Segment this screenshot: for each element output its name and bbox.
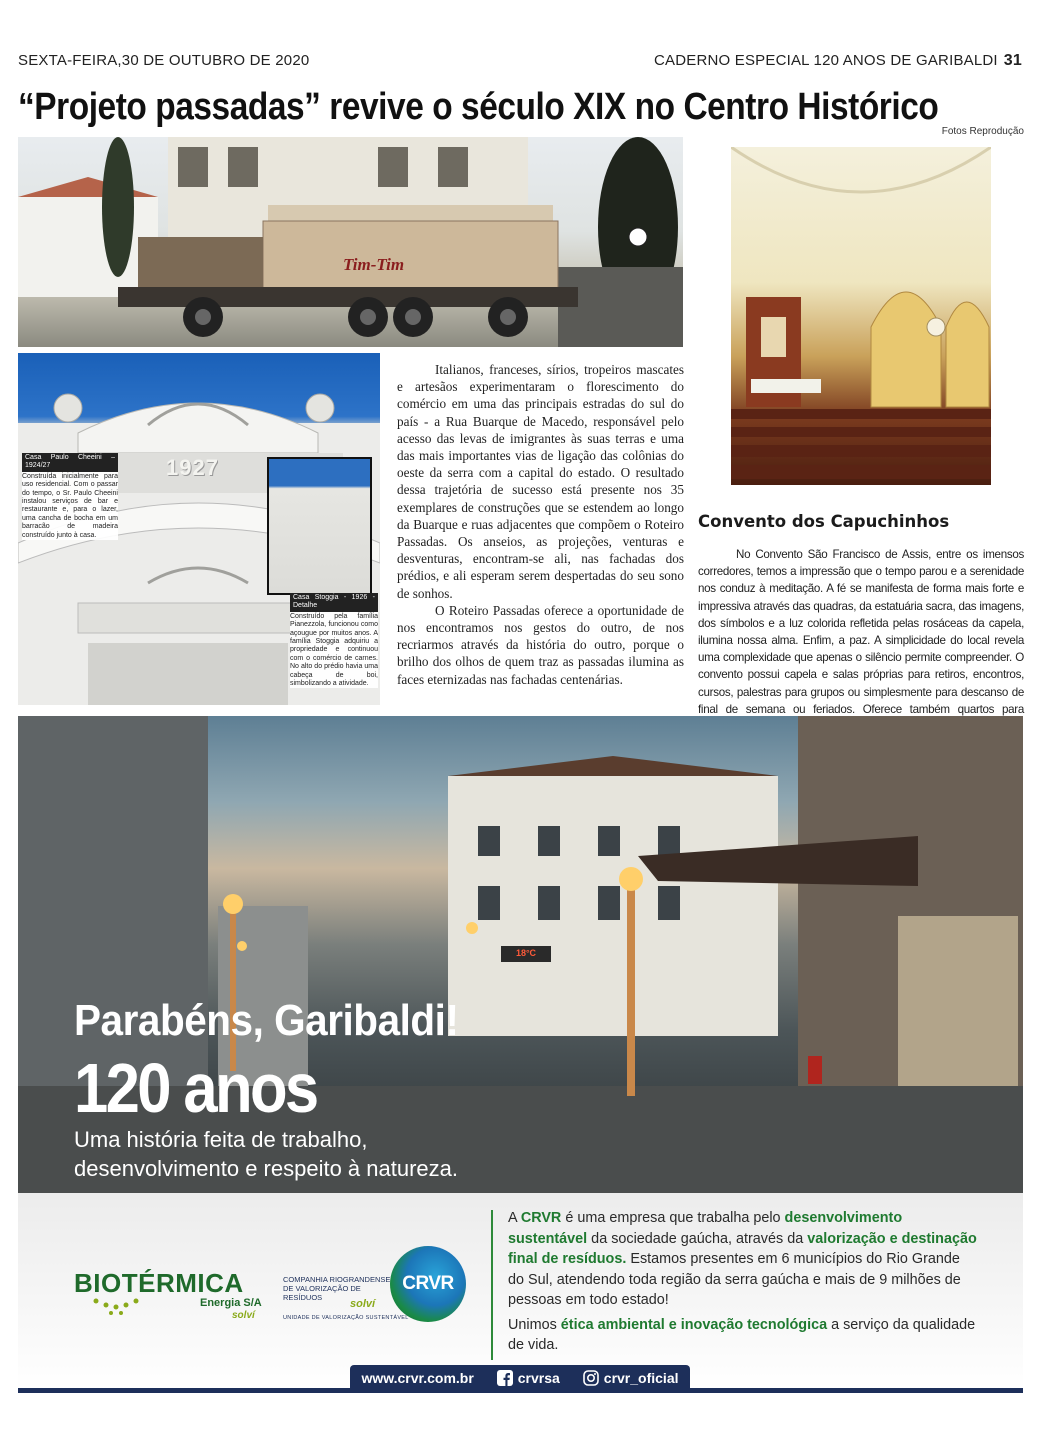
instagram-icon <box>583 1370 599 1386</box>
caption-stoggia-text: Construído pela família Pianezzola, funcionou como açougue por muitos anos. A família Stoggia adquiriu a propriedade e continuou com o comércio de carnes. No alto do prédio havia uma cabeça de boi, simbolizando a atividade. <box>290 612 378 688</box>
caption-stoggia-title: Casa Stoggia - 1926 - Detalhe <box>290 593 378 612</box>
facebook-handle: crvrsa <box>517 1370 560 1386</box>
sponsor-divider <box>491 1210 493 1360</box>
section-name: CADERNO ESPECIAL 120 ANOS DE GARIBALDI <box>653 52 998 69</box>
biotermica-subtitle: Energia S/A <box>200 1297 262 1309</box>
facade-year: 1927 <box>166 455 219 480</box>
page-number: 31 <box>1003 52 1022 69</box>
copy-highlight: ética ambiental e inovação tecnológica <box>560 1316 828 1333</box>
website-link[interactable]: www.crvr.com.br <box>361 1370 474 1386</box>
facebook-icon <box>497 1370 513 1386</box>
ad-years: 120 anos <box>74 1049 317 1127</box>
truck-sign: Tim-Tim <box>343 255 405 274</box>
crvr-logo-icon: CRVR <box>390 1246 466 1322</box>
crvr-company-name: COMPANHIA RIOGRANDENSE DE VALORIZAÇÃO DE RESÍDUOS <box>283 1275 391 1302</box>
photo-convento-interior <box>731 147 991 485</box>
copy-highlight: desenvolvimento sustentável <box>508 1210 903 1247</box>
crvr-ad-copy <box>508 1208 978 1360</box>
instagram-link[interactable] <box>583 1370 679 1386</box>
church-illustration <box>731 147 991 485</box>
crvr-solvi: solví <box>350 1298 376 1310</box>
biotermica-solvi: solví <box>232 1310 255 1321</box>
copy-text: A <box>508 1210 521 1226</box>
ad-title: Parabéns, Garibaldi! <box>74 996 459 1045</box>
convento-body <box>698 546 1024 735</box>
inset-photo-stoggia <box>267 457 372 595</box>
biotermica-logo-name: BIOTÉRMICA <box>74 1268 244 1298</box>
copy-text: a serviço da qualidade de vida. <box>508 1316 976 1353</box>
facebook-link[interactable] <box>497 1370 560 1386</box>
article-paragraph-1: Italianos, franceses, sírios, tropeiros mascates e artesãos experimentaram o florescimento do comércio em uma das principais estradas do sul do país - a Rua Buarque de Macedo, responsável pelo acesso das levas de imigrantes às suas terras e uma das mais importantes vias de ligação das colônias do oeste da serra com a capital do estado. O resultado dessa trajetória de sucesso está presente nos 35 exemplares de construções que se estendem ao longo da Buarque e ruas adjacentes que compõem o Roteiro Passadas. Os anseios, as projeções, venturas e desventuras, encontram-se ali, nas fachadas dos prédios, e ali esperam serem despertadas do seu sono de sonhos. <box>397 362 684 601</box>
caption-casa-cheeini <box>22 453 118 540</box>
street-thermometer: 18°C <box>515 948 537 958</box>
caption-cheeini-title: Casa Paulo Cheeini – 1924/27 <box>22 453 118 472</box>
ad-tagline-1: Uma história feita de trabalho, <box>74 1127 368 1152</box>
biotermica-dots-icon <box>90 1297 150 1317</box>
ad-tagline-2: desenvolvimento e respeito à natureza. <box>74 1156 459 1181</box>
convento-paragraph: No Convento São Francisco de Assis, entre os imensos corredores, temos a impressão que o tempo parou e a serenidade nos conduz à meditação. A fé se manifesta de forma mais forte e impressiva através das quadras, da estatuária sacra, das imagens, dos símbolos e a luz colorida refletida pelas rosáceas da capela, ilumina nossa alma. Enfim, a paz. A simplicidade do local revela uma complexidade que apenas o silêncio permite compreender. O convento possui capela e salas próprias para retiros, encontros, cursos, palestras para grupos ou simplesmente para descanso de final de semana ou feriados. Oferece também quartos para <box>698 548 1024 716</box>
photo-credit: Fotos Reprodução <box>941 126 1024 137</box>
copy-text: Estamos presentes em 6 municípios do Rio Grande do Sul, atendendo toda região da serra gaúcha e mais de 9 milhões de pessoas em todo estado! <box>508 1251 961 1308</box>
convento-title: Convento dos Capuchinhos <box>698 512 950 531</box>
copy-text: é uma empresa que trabalha pelo <box>561 1210 785 1226</box>
photo-tim-tim-truck <box>18 137 683 347</box>
copy-highlight: valorização e destinação final de resíduos. <box>508 1230 977 1267</box>
header-section <box>654 52 1022 70</box>
article-body <box>397 361 684 688</box>
article-paragraph-2: O Roteiro Passadas oferece a oportunidade de nos encontramos nos gestos do outro, de nos recriarmos através da história do outro, porque o brilho dos olhos de quem traz as passadas ilumina as faces eternizadas nas fachadas centenárias. <box>397 602 684 687</box>
crvr-copy-paragraph-2 <box>508 1315 978 1356</box>
caption-cheeini-text: Construída inicialmente para uso residencial. Com o passar do tempo, o Sr. Paulo Cheeini instalou serviços de bar e restaurante e, para o lazer, uma cancha de bocha em um barracão de madeira construído junto à casa. <box>22 472 118 539</box>
crvr-copy-paragraph-1 <box>508 1208 978 1311</box>
photo-facade-1927 <box>18 353 380 705</box>
copy-highlight: CRVR <box>520 1210 562 1226</box>
footer-rule <box>18 1388 1023 1393</box>
caption-casa-stoggia <box>290 593 378 688</box>
truck-illustration <box>18 137 683 347</box>
headline: “Projeto passadas” revive o século XIX no Centro Histórico <box>18 86 939 128</box>
crvr-unit-label: UNIDADE DE VALORIZAÇÃO SUSTENTÁVEL <box>283 1315 409 1321</box>
copy-text: Unimos <box>508 1316 561 1333</box>
instagram-handle: crvr_oficial <box>603 1370 679 1386</box>
header-date: SEXTA-FEIRA,30 DE OUTUBRO DE 2020 <box>18 52 310 69</box>
copy-text: da sociedade gaúcha, através da <box>587 1230 808 1247</box>
